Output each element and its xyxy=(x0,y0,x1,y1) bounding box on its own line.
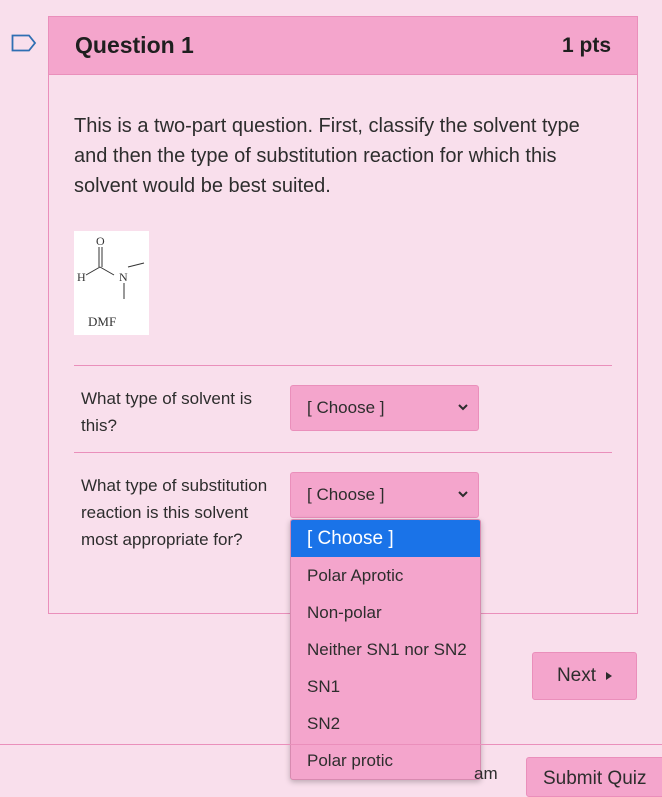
divider xyxy=(74,365,612,366)
chevron-down-icon xyxy=(456,400,470,414)
submit-quiz-button[interactable] xyxy=(526,757,662,797)
dmf-label: DMF xyxy=(88,314,117,329)
dropdown-option-polar-protic[interactable]: Polar protic xyxy=(307,751,393,770)
divider xyxy=(74,452,612,453)
submit-quiz-label: Submit Quiz xyxy=(543,768,647,789)
solvent-type-select-value: [ Choose ] xyxy=(307,398,385,417)
question-header xyxy=(49,17,637,75)
dropdown-option-sn1[interactable]: SN1 xyxy=(307,677,341,696)
dmf-molecule-drawing xyxy=(74,231,149,335)
dropdown-option-choose[interactable]: [ Choose ] xyxy=(291,520,480,557)
svg-text:O: O xyxy=(96,234,105,248)
svg-text:H: H xyxy=(77,270,86,284)
svg-text:N: N xyxy=(119,270,128,284)
play-arrow-icon xyxy=(606,672,612,680)
question-title: Question 1 xyxy=(75,32,194,58)
next-button-label: Next xyxy=(556,665,597,686)
part2-prompt: What type of substitution reaction is this solvent most appropriate for? xyxy=(81,476,268,549)
footer-divider xyxy=(0,744,662,745)
bookmark-flag-icon[interactable] xyxy=(11,34,37,52)
dropdown-option-polar-aprotic[interactable]: Polar Aprotic xyxy=(307,566,404,585)
reaction-type-select-value: [ Choose ] xyxy=(307,485,385,504)
dmf-structure-image xyxy=(74,231,149,335)
part1-prompt: What type of solvent is this? xyxy=(81,389,253,435)
dropdown-option-non-polar[interactable]: Non-polar xyxy=(307,603,382,622)
chevron-down-icon xyxy=(456,487,470,501)
dropdown-option-neither[interactable]: Neither SN1 nor SN2 xyxy=(307,640,467,659)
question-points: 1 pts xyxy=(561,33,611,57)
solvent-type-select[interactable] xyxy=(290,385,479,431)
dropdown-option-sn2[interactable]: SN2 xyxy=(307,714,341,733)
reaction-type-dropdown-list xyxy=(290,519,481,780)
next-button[interactable] xyxy=(532,652,637,700)
question-text: This is a two-part question. First, classify the solvent type and then the type of substitution reaction for which this solvent would be best suited. xyxy=(74,115,580,197)
footer-status-text: am xyxy=(474,764,498,783)
reaction-type-select[interactable] xyxy=(290,472,479,518)
